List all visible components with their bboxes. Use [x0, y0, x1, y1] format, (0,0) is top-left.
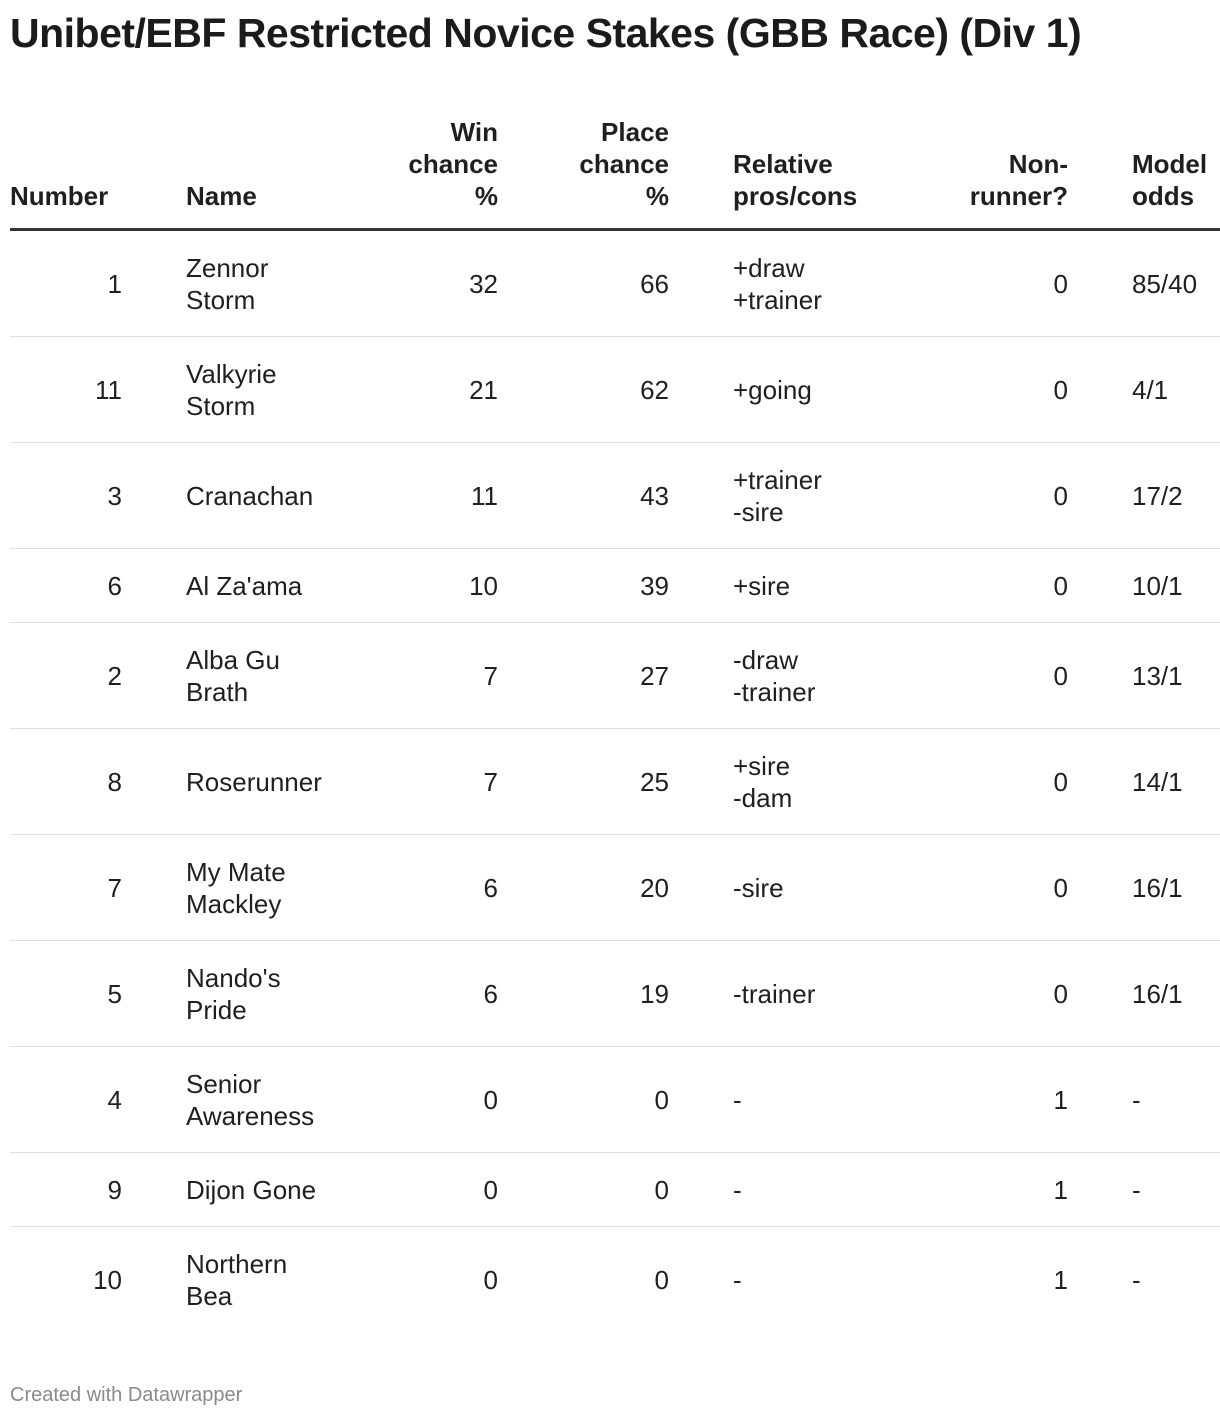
cell-number: 10 [93, 1265, 122, 1295]
cell-model-odds: 85/40 [1132, 230, 1220, 337]
cell-name: Zennor Storm [186, 230, 356, 337]
table-row [10, 835, 1220, 941]
cell-pros-cons: +draw +trainer [733, 230, 905, 337]
cell-place-chance: 0 [498, 1153, 669, 1227]
cell-place-chance: 66 [498, 230, 669, 337]
column-header-non-runner: Non- runner? [905, 98, 1068, 230]
cell-model-odds: 4/1 [1132, 337, 1220, 443]
cell-number: 4 [10, 1047, 122, 1153]
cell-pros-cons: - [733, 1153, 905, 1227]
cell-win-chance: 0 [483, 1265, 498, 1295]
cell-number: 8 [10, 729, 122, 835]
cell-model-odds: 16/1 [1132, 835, 1220, 941]
cell-number: 7 [10, 835, 122, 941]
column-header-pros-cons: Relative pros/cons [733, 98, 905, 230]
cell-non-runner: 0 [905, 729, 1068, 835]
cell-pros-cons: - [733, 1047, 905, 1153]
cell-win-chance: 6 [356, 835, 498, 941]
cell-pros-cons: -trainer [733, 941, 905, 1047]
cell-place-chance: 0 [654, 1265, 669, 1295]
cell-place-chance: 19 [498, 941, 669, 1047]
cell-place-chance: 62 [498, 337, 669, 443]
table-row [10, 941, 1220, 1047]
cell-pros-cons: +trainer -sire [733, 443, 905, 549]
cell-model-odds: - [1132, 1047, 1220, 1153]
cell-number: 9 [10, 1153, 122, 1227]
cell-model-odds: - [1132, 1265, 1141, 1295]
cell-name: Northern Bea [186, 1249, 288, 1311]
cell-non-runner: 1 [905, 1153, 1068, 1227]
cell-model-odds: 14/1 [1132, 729, 1220, 835]
cell-number: 3 [10, 443, 122, 549]
cell-place-chance: 25 [498, 729, 669, 835]
cell-non-runner: 0 [905, 443, 1068, 549]
cell-non-runner: 1 [1053, 1265, 1068, 1295]
cell-pros-cons: +going [733, 337, 905, 443]
cell-pros-cons: +sire [733, 549, 905, 623]
race-table [10, 98, 1220, 1333]
cell-pros-cons: -sire [733, 835, 905, 941]
cell-number: 11 [10, 337, 122, 443]
column-header-name: Name [186, 98, 356, 230]
cell-model-odds: 10/1 [1132, 549, 1220, 623]
table-row [10, 337, 1220, 443]
cell-non-runner: 1 [905, 1047, 1068, 1153]
cell-win-chance: 0 [356, 1153, 498, 1227]
column-header-model-odds: Model odds [1132, 98, 1220, 230]
cell-model-odds: 17/2 [1132, 443, 1220, 549]
cell-win-chance: 11 [356, 443, 498, 549]
cell-win-chance: 6 [356, 941, 498, 1047]
cell-model-odds: - [1132, 1153, 1220, 1227]
cell-name: Nando's Pride [186, 941, 356, 1047]
cell-name: Al Za'ama [186, 549, 356, 623]
cell-number: 2 [10, 623, 122, 729]
cell-non-runner: 0 [905, 337, 1068, 443]
table-body [10, 230, 1220, 1334]
column-header-place-chance: Place chance % [498, 98, 669, 230]
cell-name: Valkyrie Storm [186, 337, 356, 443]
cell-win-chance: 0 [356, 1047, 498, 1153]
table-row [10, 1153, 1220, 1227]
cell-name: Dijon Gone [186, 1153, 356, 1227]
header-row [10, 98, 1220, 230]
cell-non-runner: 0 [905, 941, 1068, 1047]
cell-place-chance: 43 [498, 443, 669, 549]
cell-name: Alba Gu Brath [186, 623, 356, 729]
cell-place-chance: 39 [498, 549, 669, 623]
column-header-number: Number [10, 98, 122, 230]
chart-title: Unibet/EBF Restricted Novice Stakes (GBB Race) (Div 1) [10, 10, 1082, 56]
cell-place-chance: 20 [498, 835, 669, 941]
cell-win-chance: 21 [356, 337, 498, 443]
cell-name: Senior Awareness [186, 1047, 356, 1153]
cell-number: 5 [10, 941, 122, 1047]
column-header-win-chance: Win chance % [356, 98, 498, 230]
cell-place-chance: 0 [498, 1047, 669, 1153]
cell-non-runner: 0 [905, 835, 1068, 941]
cell-name: My Mate Mackley [186, 835, 356, 941]
cell-pros-cons: +sire -dam [733, 729, 905, 835]
cell-win-chance: 10 [356, 549, 498, 623]
table-row [10, 230, 1220, 337]
cell-non-runner: 0 [905, 623, 1068, 729]
cell-non-runner: 0 [905, 230, 1068, 337]
cell-win-chance: 7 [356, 623, 498, 729]
table-row [10, 443, 1220, 549]
cell-model-odds: 13/1 [1132, 623, 1220, 729]
cell-pros-cons: - [733, 1265, 742, 1295]
cell-pros-cons: -draw -trainer [733, 623, 905, 729]
table-row [10, 1047, 1220, 1153]
cell-name: Roserunner [186, 729, 356, 835]
cell-model-odds: 16/1 [1132, 941, 1220, 1047]
cell-number: 1 [10, 230, 122, 337]
cell-number: 6 [10, 549, 122, 623]
cell-win-chance: 32 [356, 230, 498, 337]
cell-win-chance: 7 [356, 729, 498, 835]
footer-credit: Created with Datawrapper [10, 1384, 243, 1406]
table-row [10, 623, 1220, 729]
cell-place-chance: 27 [498, 623, 669, 729]
table-row [10, 549, 1220, 623]
table-header [10, 98, 1220, 230]
cell-name: Cranachan [186, 443, 356, 549]
table-row [10, 729, 1220, 835]
table-row [10, 1227, 1220, 1334]
cell-non-runner: 0 [905, 549, 1068, 623]
